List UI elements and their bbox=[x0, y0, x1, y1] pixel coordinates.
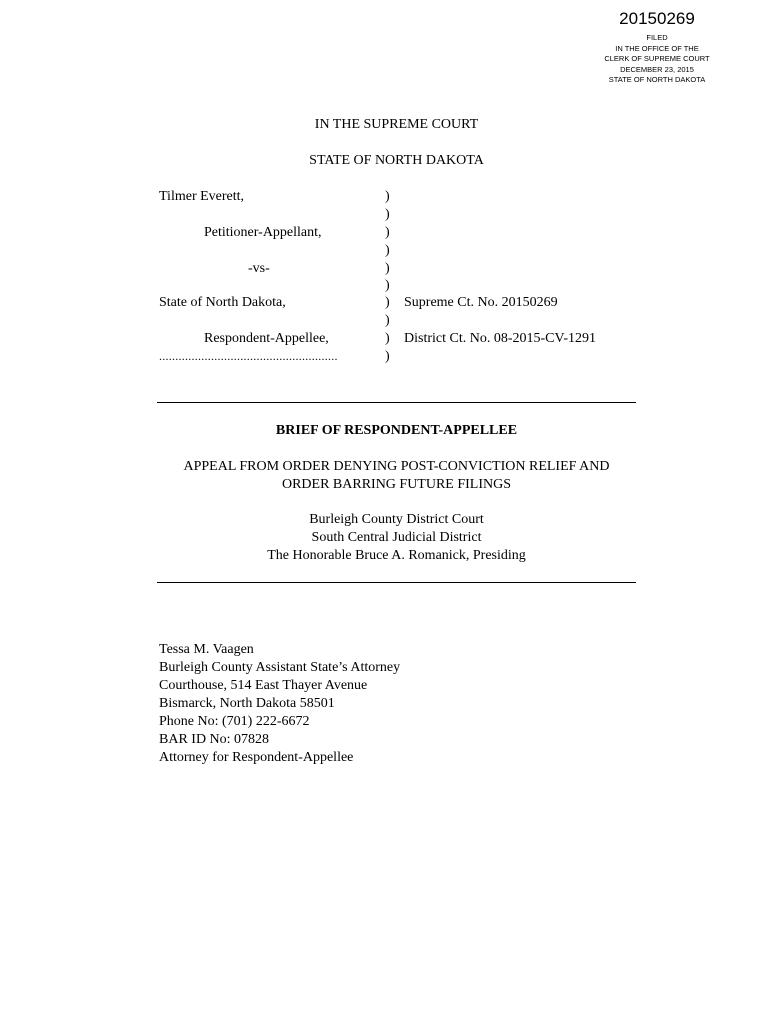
attorney-address-1: Courthouse, 514 East Thayer Avenue bbox=[159, 678, 368, 693]
caption-paren: ) bbox=[385, 331, 390, 346]
divider-top bbox=[157, 402, 636, 403]
stamp-line: STATE OF NORTH DAKOTA bbox=[608, 75, 706, 84]
filing-number: 20150269 bbox=[619, 9, 695, 28]
brief-title: BRIEF OF RESPONDENT-APPELLEE bbox=[275, 423, 518, 438]
attorney-phone: Phone No: (701) 222-6672 bbox=[159, 714, 310, 729]
attorney-address-2: Bismarck, North Dakota 58501 bbox=[159, 696, 335, 711]
petitioner-name: Tilmer Everett, bbox=[159, 189, 245, 204]
caption-paren: ) bbox=[385, 278, 390, 293]
attorney-title: Burleigh County Assistant State’s Attorney bbox=[159, 660, 401, 675]
respondent-role: Respondent-Appellee, bbox=[204, 331, 329, 346]
lower-court-line-1: Burleigh County District Court bbox=[309, 512, 484, 527]
caption-paren: ) bbox=[385, 295, 390, 310]
court-state: STATE OF NORTH DAKOTA bbox=[309, 153, 484, 168]
respondent-name: State of North Dakota, bbox=[159, 295, 286, 310]
supreme-court-number: Supreme Ct. No. 20150269 bbox=[404, 295, 558, 310]
stamp-line: IN THE OFFICE OF THE bbox=[615, 43, 699, 53]
attorney-name: Tessa M. Vaagen bbox=[159, 642, 254, 657]
stamp-line: CLERK OF SUPREME COURT bbox=[604, 54, 710, 63]
attorney-block bbox=[159, 641, 400, 767]
caption-paren: ) bbox=[385, 313, 390, 328]
caption-paren: ) bbox=[385, 207, 390, 222]
stamp-line: DECEMBER 23, 2015 bbox=[620, 64, 694, 74]
caption-paren: ) bbox=[385, 189, 390, 204]
lower-court-line-3: The Honorable Bruce A. Romanick, Presiding bbox=[267, 548, 526, 563]
filing-stamp bbox=[590, 33, 724, 86]
attorney-role: Attorney for Respondent-Appellee bbox=[159, 750, 354, 765]
caption-paren: ) bbox=[385, 261, 390, 276]
stamp-line: FILED bbox=[646, 33, 668, 42]
court-name: IN THE SUPREME COURT bbox=[314, 117, 479, 132]
district-court-number: District Ct. No. 08-2015-CV-1291 bbox=[404, 331, 596, 346]
versus-label: -vs- bbox=[248, 261, 270, 276]
lower-court-line-2: South Central Judicial District bbox=[311, 530, 482, 545]
divider-bottom bbox=[157, 582, 636, 583]
petitioner-role: Petitioner-Appellant, bbox=[204, 225, 322, 240]
caption-paren: ) bbox=[385, 243, 390, 258]
attorney-bar-id: BAR ID No: 07828 bbox=[159, 732, 270, 747]
appeal-line-2: ORDER BARRING FUTURE FILINGS bbox=[281, 477, 512, 492]
caption-dotted-line: ....................................................... bbox=[159, 349, 338, 363]
caption-paren: ) bbox=[385, 349, 390, 364]
caption-paren: ) bbox=[385, 225, 390, 240]
appeal-line-1: APPEAL FROM ORDER DENYING POST-CONVICTION RELIEF AND bbox=[183, 459, 610, 474]
